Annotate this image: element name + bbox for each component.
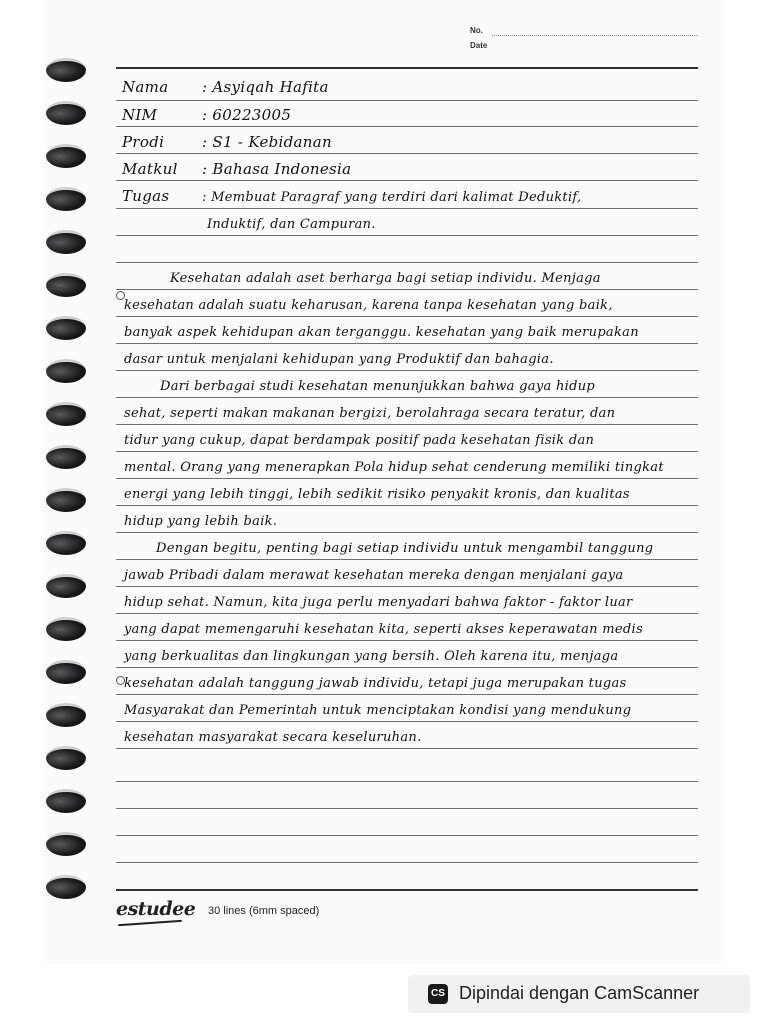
paragraph-line: sehat, seperti makan makanan bergizi, berolahraga secara teratur, dan [124, 406, 616, 421]
paragraph-line: yang berkualitas dan lingkungan yang bersih. Oleh karena itu, menjaga [124, 649, 619, 664]
lines-spec-note: 30 lines (6mm spaced) [208, 905, 320, 917]
nim-label: NIM [122, 106, 158, 124]
name-value: : Asyiqah Hafita [202, 78, 329, 96]
ruled-line [116, 289, 698, 290]
tugas-value-line-1: : Membuat Paragraf yang terdiri dari kalimat Deduktif, [202, 190, 582, 205]
spiral-coil [46, 703, 86, 727]
matkul-label: Matkul [122, 160, 178, 178]
spiral-coil [46, 617, 86, 641]
spiral-coil [46, 101, 86, 125]
paragraph-line: hidup yang lebih baik. [124, 514, 278, 529]
ruled-line [116, 781, 698, 782]
spiral-coil [46, 359, 86, 383]
matkul-value: : Bahasa Indonesia [202, 160, 352, 178]
spiral-coil [46, 402, 86, 426]
ruled-line [116, 397, 698, 398]
date-label: Date [470, 41, 488, 50]
spiral-coil [46, 531, 86, 555]
paragraph-line: mental. Orang yang menerapkan Pola hidup sehat cenderung memiliki tingkat [124, 460, 664, 475]
tugas-value-line-2: Induktif, dan Campuran. [207, 217, 376, 232]
spiral-coil [46, 789, 86, 813]
ruled-line [116, 748, 698, 749]
camscanner-label: Dipindai dengan CamScanner [459, 983, 700, 1003]
tugas-label: Tugas [122, 187, 170, 205]
camscanner-icon: CS [428, 984, 448, 1004]
paragraph-line: Dari berbagai studi kesehatan menunjukkan bahwa gaya hidup [160, 379, 596, 394]
spiral-coil [46, 488, 86, 512]
ruled-line [116, 586, 698, 587]
ruled-line [116, 208, 698, 209]
ruled-line [116, 180, 698, 181]
paragraph-line: kesehatan adalah tanggung jawab individu, tetapi juga merupakan tugas [124, 676, 627, 691]
ruled-line [116, 478, 698, 479]
ruled-line [116, 343, 698, 344]
spiral-coil [46, 875, 86, 899]
ruled-line [116, 153, 698, 154]
paragraph-line: Dengan begitu, penting bagi setiap individu untuk mengambil tanggung [156, 541, 654, 556]
camscanner-watermark [408, 975, 750, 1013]
brand-logo: estudee [116, 898, 196, 920]
prodi-value: : S1 - Kebidanan [202, 133, 332, 151]
paragraph-line: energi yang lebih tinggi, lebih sedikit risiko penyakit kronis, dan kualitas [124, 487, 630, 502]
spiral-coil [46, 273, 86, 297]
spiral-coil [46, 144, 86, 168]
spiral-coil [46, 58, 86, 82]
top-rule [116, 67, 698, 69]
ruled-line [116, 694, 698, 695]
ruled-line [116, 559, 698, 560]
ruled-line [116, 532, 698, 533]
spiral-coil [46, 660, 86, 684]
spiral-coil [46, 746, 86, 770]
paragraph-line: tidur yang cukup, dapat berdampak positif pada kesehatan fisik dan [124, 433, 595, 448]
nim-value: : 60223005 [202, 106, 292, 124]
ruled-line [116, 721, 698, 722]
spiral-coil [46, 230, 86, 254]
spiral-coil [46, 832, 86, 856]
name-label: Nama [122, 78, 169, 96]
paragraph-line: jawab Pribadi dalam merawat kesehatan mereka dengan menjalani gaya [124, 568, 624, 583]
ruled-line [116, 835, 698, 836]
spiral-coil [46, 187, 86, 211]
paragraph-line: banyak aspek kehidupan akan terganggu. kesehatan yang baik merupakan [124, 325, 639, 340]
ruled-line [116, 862, 698, 863]
ruled-line [116, 451, 698, 452]
spiral-binding [40, 50, 100, 930]
ruled-line [116, 808, 698, 809]
ruled-line [116, 667, 698, 668]
ruled-line [116, 370, 698, 371]
ruled-line [116, 640, 698, 641]
ruled-line [116, 126, 698, 127]
paragraph-line: dasar untuk menjalani kehidupan yang Produktif dan bahagia. [124, 352, 554, 367]
no-dotted-line [492, 35, 697, 36]
spiral-coil [46, 574, 86, 598]
bottom-rule [116, 889, 698, 891]
ruled-line [116, 424, 698, 425]
ruled-line [116, 235, 698, 236]
paragraph-line: kesehatan adalah suatu keharusan, karena tanpa kesehatan yang baik, [124, 298, 613, 313]
paragraph-line: hidup sehat. Namun, kita juga perlu menyadari bahwa faktor - faktor luar [124, 595, 633, 610]
no-label: No. [470, 26, 483, 35]
ruled-line [116, 613, 698, 614]
spiral-coil [46, 316, 86, 340]
ruled-line [116, 100, 698, 101]
paragraph-line: kesehatan masyarakat secara keseluruhan. [124, 730, 422, 745]
paragraph-line: yang dapat memengaruhi kesehatan kita, seperti akses keperawatan medis [124, 622, 643, 637]
paragraph-line: Masyarakat dan Pemerintah untuk menciptakan kondisi yang mendukung [124, 703, 632, 718]
paragraph-line: Kesehatan adalah aset berharga bagi setiap individu. Menjaga [170, 271, 601, 286]
ruled-line [116, 262, 698, 263]
ruled-line [116, 316, 698, 317]
spiral-coil [46, 445, 86, 469]
prodi-label: Prodi [122, 133, 165, 151]
ruled-line [116, 505, 698, 506]
